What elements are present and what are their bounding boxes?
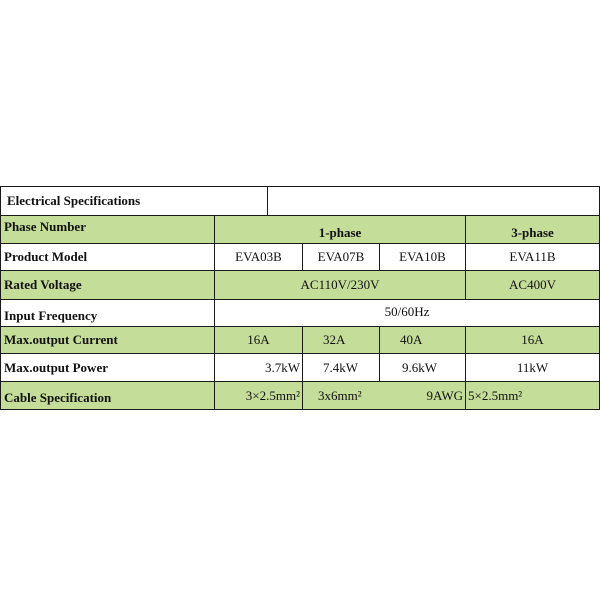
rated-voltage-row (1, 270, 599, 299)
input-frequency-row (1, 299, 599, 326)
product-model-label: Product Model (4, 249, 88, 264)
current-eva03b: 16A (214, 327, 302, 353)
cable-eva07b: 3x6mm² (302, 382, 379, 409)
max-output-current-row (1, 326, 599, 353)
cable-specification-label: Cable Specification (4, 390, 112, 405)
model-eva07b: EVA07B (302, 244, 379, 270)
cable-eva11b: 5×2.5mm² (465, 382, 599, 409)
cable-eva10b: 9AWG (426, 387, 463, 403)
rated-voltage-three-phase: AC400V (465, 271, 599, 299)
power-eva11b: 11kW (465, 354, 599, 381)
power-eva03b: 3.7kW (214, 354, 302, 381)
table-title: Electrical Specifications (1, 187, 267, 215)
electrical-specifications-table (0, 186, 600, 410)
phase-number-row (1, 215, 599, 243)
rated-voltage-label: Rated Voltage (4, 277, 82, 292)
current-eva07b: 32A (302, 327, 379, 353)
max-output-current-label: Max.output Current (4, 332, 118, 347)
title-empty-cell (267, 187, 599, 215)
three-phase-header: 3-phase (465, 216, 599, 243)
cable-specification-row (1, 381, 599, 409)
current-eva11b: 16A (465, 327, 599, 353)
rated-voltage-one-phase: AC110V/230V (214, 271, 465, 299)
max-output-power-label: Max.output Power (4, 359, 108, 375)
input-frequency-label: Input Frequency (4, 308, 98, 323)
current-eva10b: 40A (379, 327, 465, 353)
power-eva07b: 7.4kW (302, 354, 379, 381)
model-eva03b: EVA03B (214, 244, 302, 270)
model-eva11b: EVA11B (465, 244, 599, 270)
input-frequency-value: 50/60Hz (214, 300, 599, 326)
product-model-row (1, 243, 599, 270)
phase-number-label: Phase Number (4, 219, 86, 234)
one-phase-header: 1-phase (214, 216, 465, 243)
max-output-power-row (1, 353, 599, 381)
model-eva10b: EVA10B (379, 244, 465, 270)
title-row (1, 187, 599, 215)
power-eva10b: 9.6kW (379, 354, 465, 381)
cable-eva03b: 3×2.5mm² (214, 382, 302, 409)
